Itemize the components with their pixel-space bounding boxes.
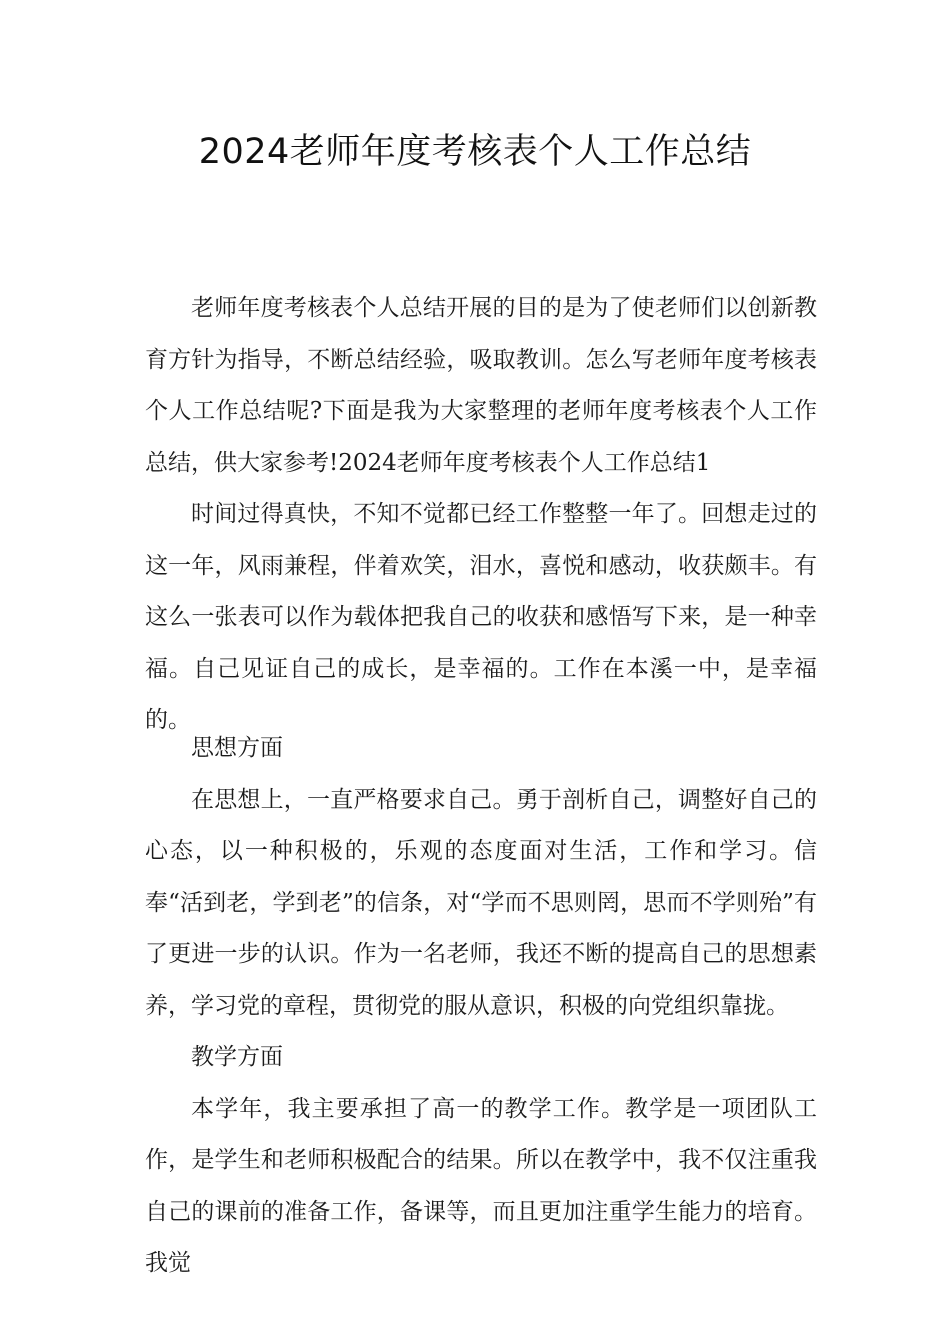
thought-paragraph: 在思想上，一直严格要求自己。勇于剖析自己，调整好自己的心态，以一种积极的，乐观的态度面对生活，工作和学习。信奉“活到老，学到老”的信条，对“学而不思则罔，思而不学则殆”有了更进一步的认识。作为一名老师，我还不断的提高自己的思想素养，学习党的章程，贯彻党的服从意识，积极的向党组织靠拢。 xyxy=(145,786,817,1019)
thought-heading: 思想方面 xyxy=(191,735,283,761)
intro-section xyxy=(145,283,817,747)
teaching-heading: 教学方面 xyxy=(191,1044,283,1070)
teaching-paragraph: 本学年，我主要承担了高一的教学工作。教学是一项团队工作，是学生和老师积极配合的结果。所以在教学中，我不仅注重我自己的课前的准备工作，备课等，而且更加注重学生能力的培育。我觉 xyxy=(145,1095,817,1276)
document-title: 2024老师年度考核表个人工作总结 xyxy=(198,132,752,172)
reflection-paragraph: 时间过得真快，不知不觉都已经工作整整一年了。回想走过的这一年，风雨兼程，伴着欢笑，泪水，喜悦和感动，收获颇丰。有这么一张表可以作为载体把我自己的收获和感悟写下来，是一种幸福。自己见证自己的成长，是幸福的。工作在本溪一中，是幸福的。 xyxy=(145,501,817,733)
thought-section xyxy=(145,723,817,1290)
intro-paragraph: 老师年度考核表个人总结开展的目的是为了使老师们以创新教育方针为指导，不断总结经验，吸取教训。怎么写老师年度考核表个人工作总结呢?下面是我为大家整理的老师年度考核表个人工作总结，供大家参考!2024老师年度考核表个人工作总结1 xyxy=(145,295,817,476)
